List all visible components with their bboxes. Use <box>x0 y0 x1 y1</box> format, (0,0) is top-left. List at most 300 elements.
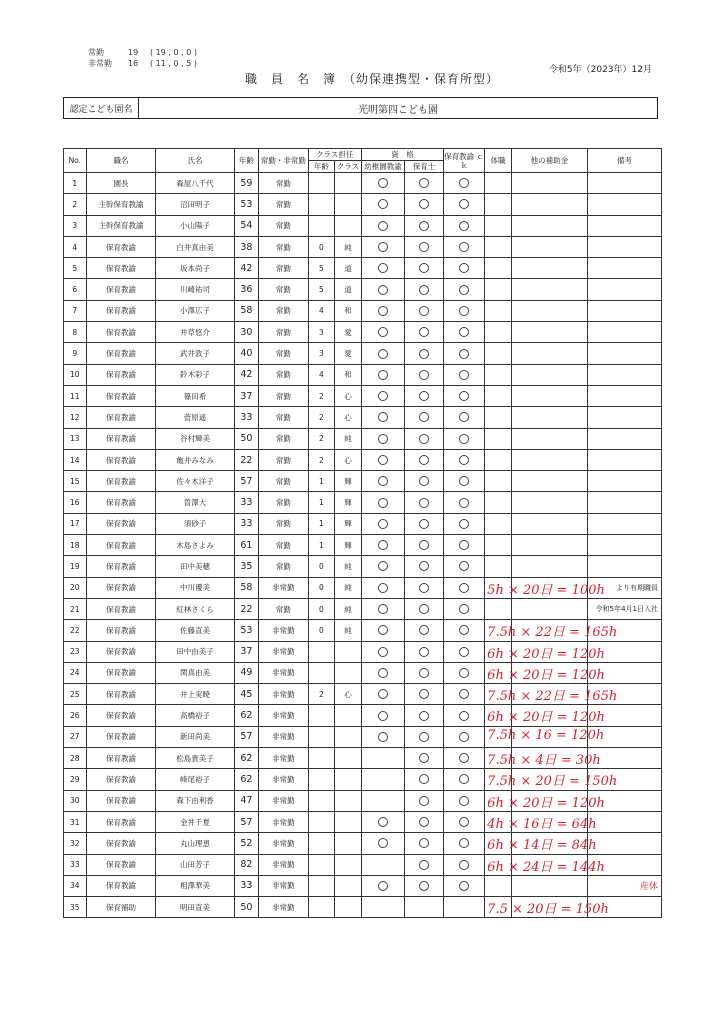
row-notes <box>587 556 661 577</box>
check-mark <box>459 583 469 593</box>
row-qual-nursery <box>405 194 444 215</box>
row-name: 中川優美 <box>156 577 234 598</box>
row-no: 12 <box>64 407 87 428</box>
row-class-age: 2 <box>308 428 335 449</box>
row-name: 峰尾裕子 <box>156 769 234 790</box>
handwritten-hours: 7.5h × 22日 = 165h <box>487 625 618 641</box>
check-mark <box>459 476 469 486</box>
row-class-name: 純 <box>335 428 362 449</box>
row-notes <box>587 428 661 449</box>
row-class-age: 2 <box>308 407 335 428</box>
row-no: 31 <box>64 811 87 832</box>
row-class-name: 輝 <box>335 535 362 556</box>
row-age: 53 <box>234 620 259 641</box>
row-age: 50 <box>234 428 259 449</box>
row-employment-type: 常勤 <box>259 173 308 194</box>
nursery-qualified-mark <box>419 455 429 465</box>
row-notes <box>587 343 661 364</box>
row-notes <box>587 492 661 513</box>
row-duty <box>485 790 605 811</box>
check-mark <box>459 711 469 721</box>
row-qual-kinder <box>361 684 404 705</box>
row-class-age <box>308 897 335 918</box>
kinder-qualified-mark <box>378 711 388 721</box>
row-no: 7 <box>64 300 87 321</box>
row-duty <box>485 513 512 534</box>
row-age: 59 <box>234 173 259 194</box>
row-duty <box>485 300 512 321</box>
row-post: 保育教諭 <box>86 300 156 321</box>
kinder-qualified-mark <box>378 391 388 401</box>
row-employment-type: 非常勤 <box>259 748 308 769</box>
header-no: No. <box>64 149 87 173</box>
kinder-qualified-mark <box>378 455 388 465</box>
check-mark <box>459 860 469 870</box>
row-check <box>444 173 485 194</box>
row-notes <box>587 407 661 428</box>
row-subsidy <box>511 194 587 215</box>
row-subsidy <box>511 236 587 257</box>
row-qual-kinder <box>361 726 404 747</box>
row-class-age <box>308 875 335 896</box>
count-fulltime: 常勤 19 ( 19 , 0 , 0 ) <box>88 48 197 57</box>
row-qual-nursery <box>405 620 444 641</box>
row-post: 保育教諭 <box>86 641 156 662</box>
row-age: 52 <box>234 833 259 854</box>
row-class-name: 純 <box>335 598 362 619</box>
row-qual-nursery <box>405 279 444 300</box>
row-notes <box>587 471 661 492</box>
row-notes <box>587 598 661 619</box>
row-post: 保育教諭 <box>86 620 156 641</box>
row-age: 30 <box>234 322 259 343</box>
row-check <box>444 833 485 854</box>
table-row <box>64 385 662 406</box>
row-qual-kinder <box>361 769 404 790</box>
row-class-name: 純 <box>335 556 362 577</box>
header-qual-kinder: 幼稚園教諭 <box>361 161 404 173</box>
row-post: 保育教諭 <box>86 449 156 470</box>
row-qual-kinder <box>361 173 404 194</box>
row-qual-kinder <box>361 875 404 896</box>
row-notes <box>587 364 661 385</box>
row-duty <box>485 577 605 598</box>
row-post: 保育教諭 <box>86 811 156 832</box>
row-subsidy <box>511 449 587 470</box>
kinder-qualified-mark <box>378 306 388 316</box>
kinder-qualified-mark <box>378 349 388 359</box>
row-name: 森屋八千代 <box>156 173 234 194</box>
row-employment-type: 非常勤 <box>259 854 308 875</box>
header-type: 常勤・非常勤 <box>259 149 308 173</box>
row-duty <box>485 385 512 406</box>
handwritten-hours: 6h × 20日 = 120h <box>487 646 605 662</box>
row-duty <box>485 726 605 747</box>
handwritten-hours: 7.5h × 16 = 120h <box>487 727 605 743</box>
row-no: 14 <box>64 449 87 470</box>
row-notes <box>587 811 661 832</box>
row-no: 5 <box>64 258 87 279</box>
row-post: 保育教諭 <box>86 471 156 492</box>
kinder-qualified-mark <box>378 178 388 188</box>
staff-counts <box>88 47 197 69</box>
row-check <box>444 535 485 556</box>
row-age: 33 <box>234 492 259 513</box>
nursery-qualified-mark <box>419 711 429 721</box>
nursery-qualified-mark <box>419 774 429 784</box>
row-class-age: 5 <box>308 258 335 279</box>
row-subsidy <box>511 215 587 236</box>
row-qual-nursery <box>405 407 444 428</box>
document-date: 令和5年（2023年）12月 <box>548 65 652 75</box>
row-class-age <box>308 854 335 875</box>
row-employment-type: 常勤 <box>259 300 308 321</box>
kinder-qualified-mark <box>378 561 388 571</box>
row-class-name <box>335 215 362 236</box>
nursery-qualified-mark <box>419 732 429 742</box>
row-check <box>444 811 485 832</box>
row-qual-kinder <box>361 641 404 662</box>
table-row <box>64 236 662 257</box>
row-post: 保育教諭 <box>86 875 156 896</box>
check-mark <box>459 753 469 763</box>
row-name: 関真由美 <box>156 662 234 683</box>
row-check <box>444 236 485 257</box>
row-class-age: 1 <box>308 513 335 534</box>
row-class-age: 4 <box>308 364 335 385</box>
row-notes <box>587 173 661 194</box>
row-no: 8 <box>64 322 87 343</box>
row-subsidy <box>511 300 587 321</box>
row-class-name <box>335 726 362 747</box>
row-subsidy <box>511 598 587 619</box>
check-mark <box>459 455 469 465</box>
row-post: 保育教諭 <box>86 833 156 854</box>
handwritten-hours: 7.5h × 22日 = 165h <box>487 689 618 705</box>
row-class-age <box>308 641 335 662</box>
row-subsidy <box>511 428 587 449</box>
row-qual-kinder <box>361 194 404 215</box>
row-class-age: 0 <box>308 620 335 641</box>
row-no: 2 <box>64 194 87 215</box>
table-row <box>64 875 662 896</box>
row-subsidy <box>511 322 587 343</box>
row-qual-nursery <box>405 300 444 321</box>
row-age: 40 <box>234 343 259 364</box>
row-age: 22 <box>234 449 259 470</box>
row-qual-kinder <box>361 897 404 918</box>
table-row <box>64 343 662 364</box>
header-post: 職名 <box>86 149 156 173</box>
row-age: 22 <box>234 598 259 619</box>
row-age: 37 <box>234 385 259 406</box>
row-employment-type: 常勤 <box>259 471 308 492</box>
row-qual-kinder <box>361 279 404 300</box>
row-qual-kinder <box>361 535 404 556</box>
check-mark <box>459 796 469 806</box>
check-mark <box>459 285 469 295</box>
handwritten-hours: 6h × 20日 = 120h <box>487 710 605 726</box>
row-no: 6 <box>64 279 87 300</box>
row-employment-type: 常勤 <box>259 236 308 257</box>
nursery-qualified-mark <box>419 796 429 806</box>
row-duty <box>485 748 601 769</box>
row-class-name: 純 <box>335 236 362 257</box>
row-check <box>444 449 485 470</box>
nursery-qualified-mark <box>419 817 429 827</box>
row-notes <box>587 535 661 556</box>
table-row <box>64 811 662 832</box>
row-class-name: 純 <box>335 577 362 598</box>
row-duty <box>485 364 512 385</box>
row-qual-kinder <box>361 215 404 236</box>
kinder-qualified-mark <box>378 476 388 486</box>
row-qual-kinder <box>361 556 404 577</box>
table-row <box>64 449 662 470</box>
row-class-name <box>335 875 362 896</box>
row-class-name <box>335 641 362 662</box>
row-qual-kinder <box>361 322 404 343</box>
row-notes <box>587 385 661 406</box>
table-row <box>64 897 662 918</box>
row-class-age: 0 <box>308 556 335 577</box>
nursery-qualified-mark <box>419 199 429 209</box>
row-class-name: 輝 <box>335 492 362 513</box>
check-mark <box>459 604 469 614</box>
row-class-name: 心 <box>335 407 362 428</box>
row-name: 丸山理恵 <box>156 833 234 854</box>
row-duty <box>485 854 605 875</box>
row-notes <box>587 449 661 470</box>
row-no: 17 <box>64 513 87 534</box>
count-parttime: 非常勤 16 ( 11 , 0 , 5 ) <box>88 59 197 68</box>
row-post: 保育教諭 <box>86 769 156 790</box>
table-row <box>64 684 662 705</box>
row-qual-kinder <box>361 577 404 598</box>
row-qual-nursery <box>405 173 444 194</box>
row-age: 36 <box>234 279 259 300</box>
row-employment-type: 常勤 <box>259 194 308 215</box>
row-class-age: 1 <box>308 471 335 492</box>
kinder-qualified-mark <box>378 583 388 593</box>
row-qual-nursery <box>405 748 444 769</box>
table-row <box>64 194 662 215</box>
row-check <box>444 854 485 875</box>
nursery-qualified-mark <box>419 263 429 273</box>
table-row <box>64 641 662 662</box>
row-class-name: 愛 <box>335 322 362 343</box>
kinder-qualified-mark <box>378 285 388 295</box>
row-employment-type: 非常勤 <box>259 897 308 918</box>
row-no: 23 <box>64 641 87 662</box>
row-check <box>444 684 485 705</box>
row-name: 金井千夏 <box>156 811 234 832</box>
row-qual-kinder <box>361 385 404 406</box>
kinder-qualified-mark <box>378 370 388 380</box>
check-mark <box>459 242 469 252</box>
row-qual-nursery <box>405 364 444 385</box>
row-employment-type: 非常勤 <box>259 662 308 683</box>
row-qual-nursery <box>405 449 444 470</box>
row-no: 18 <box>64 535 87 556</box>
header-duty: 体職 <box>485 149 512 173</box>
kinder-qualified-mark <box>378 540 388 550</box>
header-class-name: クラス <box>335 161 362 173</box>
check-mark <box>459 838 469 848</box>
row-post: 保育教諭 <box>86 428 156 449</box>
row-no: 16 <box>64 492 87 513</box>
row-name: 佐々木洋子 <box>156 471 234 492</box>
nursery-qualified-mark <box>419 625 429 635</box>
row-qual-nursery <box>405 343 444 364</box>
row-qual-nursery <box>405 641 444 662</box>
row-duty <box>485 556 512 577</box>
row-name: 佐藤直美 <box>156 620 234 641</box>
row-age: 58 <box>234 300 259 321</box>
row-no: 11 <box>64 385 87 406</box>
row-check <box>444 705 485 726</box>
check-mark <box>459 412 469 422</box>
nursery-qualified-mark <box>419 583 429 593</box>
table-row <box>64 279 662 300</box>
row-employment-type: 常勤 <box>259 535 308 556</box>
nursery-qualified-mark <box>419 285 429 295</box>
row-age: 42 <box>234 258 259 279</box>
nursery-qualified-mark <box>419 881 429 891</box>
row-name: 篠田希 <box>156 385 234 406</box>
table-row <box>64 769 662 790</box>
row-check <box>444 897 485 918</box>
row-name: 白井真由美 <box>156 236 234 257</box>
row-no: 19 <box>64 556 87 577</box>
row-check <box>444 343 485 364</box>
row-qual-nursery <box>405 790 444 811</box>
row-qual-nursery <box>405 535 444 556</box>
row-post: 保育教諭 <box>86 726 156 747</box>
row-duty <box>485 492 512 513</box>
check-mark <box>459 732 469 742</box>
row-qual-nursery <box>405 598 444 619</box>
row-check <box>444 300 485 321</box>
check-mark <box>459 434 469 444</box>
row-no: 22 <box>64 620 87 641</box>
row-name: 須砂子 <box>156 513 234 534</box>
handwritten-hours: 6h × 20日 = 120h <box>487 667 605 683</box>
check-mark <box>459 370 469 380</box>
row-qual-kinder <box>361 662 404 683</box>
row-class-name: 和 <box>335 300 362 321</box>
row-qual-nursery <box>405 769 444 790</box>
row-name: 相澤華美 <box>156 875 234 896</box>
check-mark <box>459 561 469 571</box>
nursery-qualified-mark <box>419 476 429 486</box>
row-name: 川崎祐司 <box>156 279 234 300</box>
table-row <box>64 833 662 854</box>
row-check <box>444 598 485 619</box>
row-qual-nursery <box>405 811 444 832</box>
row-class-age: 5 <box>308 279 335 300</box>
row-employment-type: 非常勤 <box>259 705 308 726</box>
organization-label: 認定こども園名 <box>64 98 139 118</box>
row-age: 61 <box>234 535 259 556</box>
row-post: 保育教諭 <box>86 236 156 257</box>
row-notes <box>587 300 661 321</box>
table-row <box>64 748 662 769</box>
row-class-age: 3 <box>308 343 335 364</box>
check-mark <box>459 498 469 508</box>
nursery-qualified-mark <box>419 370 429 380</box>
kinder-qualified-mark <box>378 434 388 444</box>
row-check <box>444 726 485 747</box>
row-no: 34 <box>64 875 87 896</box>
row-subsidy <box>511 875 587 896</box>
row-post: 保育教諭 <box>86 705 156 726</box>
row-duty <box>485 811 597 832</box>
document-title: 職 員 名 簿 （幼保連携型・保育所型） <box>245 72 500 86</box>
header-subsidy: 他の補助金 <box>511 149 587 173</box>
row-qual-kinder <box>361 513 404 534</box>
row-employment-type: 常勤 <box>259 598 308 619</box>
row-check <box>444 875 485 896</box>
check-mark <box>459 668 469 678</box>
row-name: 菅原遥 <box>156 407 234 428</box>
nursery-qualified-mark <box>419 668 429 678</box>
row-no: 30 <box>64 790 87 811</box>
kinder-qualified-mark <box>378 412 388 422</box>
row-notes <box>587 215 661 236</box>
staff-table <box>63 148 662 918</box>
row-class-age: 0 <box>308 577 335 598</box>
row-age: 49 <box>234 662 259 683</box>
row-class-age: 2 <box>308 385 335 406</box>
row-age: 50 <box>234 897 259 918</box>
row-age: 57 <box>234 726 259 747</box>
row-name: 井上実暁 <box>156 684 234 705</box>
check-mark <box>459 263 469 273</box>
row-age: 47 <box>234 790 259 811</box>
kinder-qualified-mark <box>378 242 388 252</box>
row-class-name: 心 <box>335 684 362 705</box>
row-no: 21 <box>64 598 87 619</box>
row-class-name <box>335 833 362 854</box>
row-check <box>444 556 485 577</box>
table-row <box>64 854 662 875</box>
check-mark <box>459 881 469 891</box>
row-duty <box>485 833 597 854</box>
row-qual-nursery <box>405 897 444 918</box>
row-check <box>444 471 485 492</box>
row-qual-kinder <box>361 705 404 726</box>
nursery-qualified-mark <box>419 242 429 252</box>
nursery-qualified-mark <box>419 753 429 763</box>
row-qual-kinder <box>361 449 404 470</box>
row-class-age: 4 <box>308 300 335 321</box>
header-class-group: クラス担任 <box>308 149 361 161</box>
row-age: 53 <box>234 194 259 215</box>
row-qual-nursery <box>405 854 444 875</box>
row-qual-nursery <box>405 492 444 513</box>
check-mark <box>459 178 469 188</box>
table-row <box>64 662 662 683</box>
handwritten-hours: 6h × 20日 = 120h <box>487 795 605 811</box>
row-duty <box>485 684 618 705</box>
kinder-qualified-mark <box>378 625 388 635</box>
handwritten-hours: 4h × 16日 = 64h <box>487 816 597 832</box>
row-name: 明田直美 <box>156 897 234 918</box>
row-qual-nursery <box>405 428 444 449</box>
row-age: 33 <box>234 513 259 534</box>
kinder-qualified-mark <box>378 604 388 614</box>
